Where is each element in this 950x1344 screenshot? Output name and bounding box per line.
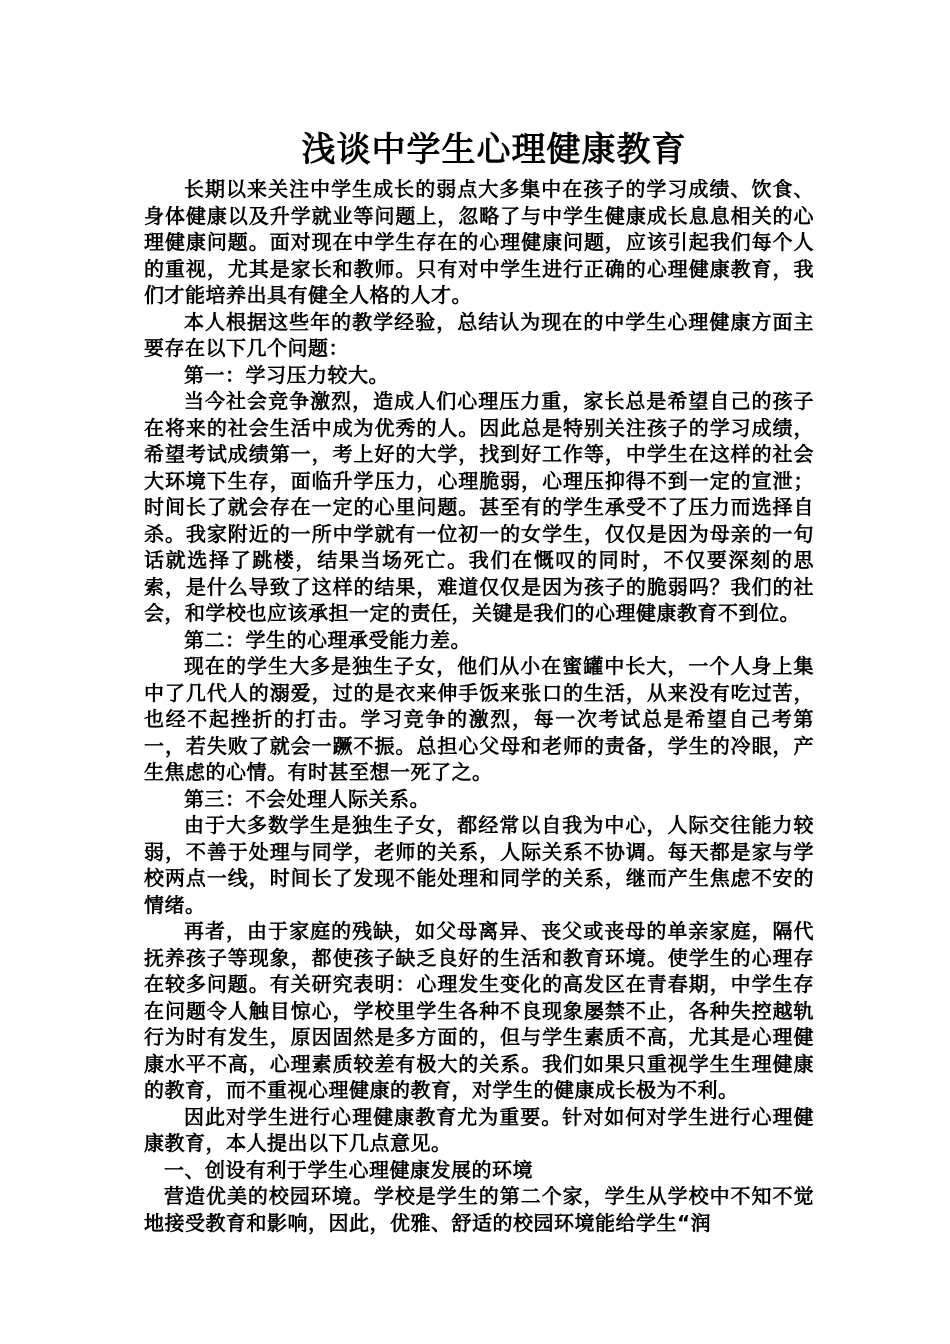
paragraph-intro: 长期以来关注中学生成长的弱点大多集中在孩子的学习成绩、饮食、身体健康以及升学就业等问题上，忽略了与中学生健康成长息息相关的心理健康问题。面对现在中学生存在的心理健康问题，应该引起我们每个人的重视，尤其是家长和教师。只有对中学生进行正确的心理健康教育，我们才能培养出具有健全人格的人才。: [144, 177, 814, 307]
paragraph-family: 再者，由于家庭的残缺，如父母离异、丧父或丧母的单亲家庭，隔代抚养孩子等现象，都使孩子缺乏良好的生活和教育环境。使学生的心理存在较多问题。有关研究表明：心理发生变化的高发区在青春期，中学生存在问题令人触目惊心，学校里学生各种不良现象屡禁不止，各种失控越轨行为时有发生，原因固然是多方面的，但与学生素质不高，尤其是心理健康水平不高，心理素质较差有极大的关系。我们如果只重视学生生理健康的教育，而不重视心理健康的教育，对学生的健康成长极为不利。: [144, 919, 814, 1102]
paragraph-environment: 营造优美的校园环境。学校是学生的第二个家，学生从学校中不知不觉地接受教育和影响，因此，优雅、舒适的校园环境能给学生“润: [144, 1184, 814, 1235]
paragraph-problems-overview: 本人根据这些年的教学经验，总结认为现在的中学生心理健康方面主要存在以下几个问题：: [144, 309, 814, 360]
section-heading-1: 一、创设有利于学生心理健康发展的环境: [164, 1157, 533, 1182]
subheading-problem-2: 第二：学生的心理承受能力差。: [184, 627, 471, 652]
document-body: [144, 176, 814, 1236]
subheading-problem-3: 第三：不会处理人际关系。: [184, 786, 430, 811]
subheading-problem-1: 第一：学习压力较大。: [184, 362, 389, 387]
paragraph-conclusion: 因此对学生进行心理健康教育尤为重要。针对如何对学生进行心理健康教育，本人提出以下几点意见。: [144, 1104, 814, 1155]
document-title: 浅谈中学生心理健康教育: [301, 130, 687, 170]
paragraph-problem-2: 现在的学生大多是独生子女，他们从小在蜜罐中长大，一个人身上集中了几代人的溺爱，过的是衣来伸手饭来张口的生活，从来没有吃过苦，也经不起挫折的打击。学习竞争的激烈，每一次考试总是希望自己考第一，若失败了就会一蹶不振。总担心父母和老师的责备，学生的冷眼，产生焦虑的心情。有时甚至想一死了之。: [144, 654, 814, 784]
paragraph-problem-1: 当今社会竞争激烈，造成人们心理压力重，家长总是希望自己的孩子在将来的社会生活中成为优秀的人。因此总是特别关注孩子的学习成绩，希望考试成绩第一，考上好的大学，找到好工作等，中学生在这样的社会大环境下生存，面临升学压力，心理脆弱，心理压抑得不到一定的宣泄；时间长了就会存在一定的心里问题。甚至有的学生承受不了压力而选择自杀。我家附近的一所中学就有一位初一的女学生，仅仅是因为母亲的一句话就选择了跳楼，结果当场死亡。我们在慨叹的同时，不仅要深刻的思索，是什么导致了这样的结果，难道仅仅是因为孩子的脆弱吗？我们的社会，和学校也应该承担一定的责任，关键是我们的心理健康教育不到位。: [144, 389, 814, 625]
paragraph-problem-3: 由于大多数学生是独生子女，都经常以自我为中心，人际交往能力较弱，不善于处理与同学，老师的关系，人际关系不协调。每天都是家与学校两点一线，时间长了发现不能处理和同学的关系，继而产生焦虑不安的情绪。: [144, 813, 814, 917]
